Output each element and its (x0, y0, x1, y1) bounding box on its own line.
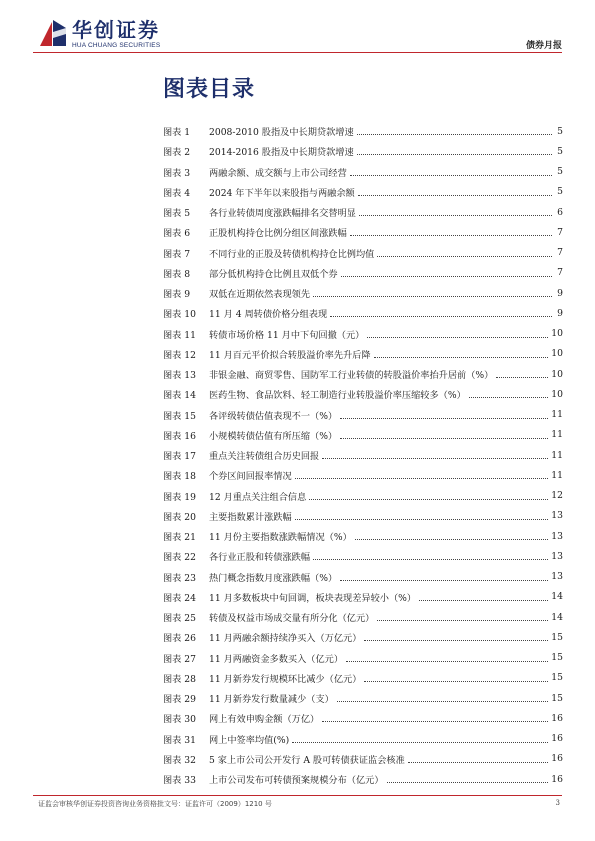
toc-entry[interactable] (163, 283, 563, 303)
logo-mark-icon (38, 18, 68, 48)
toc-entry-page: 5 (557, 186, 563, 198)
toc-entry-page: 14 (551, 611, 563, 623)
toc-entry-title: 重点关注转债组合历史回报 (209, 451, 320, 463)
toc-entry-page: 16 (551, 753, 563, 765)
toc-leader-dots (350, 228, 552, 236)
toc-entry-title: 11 月两融资金多数买入（亿元） (209, 653, 344, 665)
toc-entry-page: 6 (557, 206, 563, 218)
toc-entry[interactable] (163, 607, 563, 627)
toc-entry[interactable] (163, 708, 563, 728)
toc-entry[interactable] (163, 324, 563, 344)
toc-entry-title: 主要指数累计涨跌幅 (209, 511, 292, 523)
toc-entry-title: 小规模转债估值有所压缩（%） (209, 430, 338, 442)
toc-entry-page: 10 (551, 328, 563, 340)
toc-leader-dots (295, 471, 549, 479)
toc-leader-dots (350, 168, 552, 176)
page-title: 图表目录 (163, 77, 256, 102)
toc-entry[interactable] (163, 121, 563, 141)
toc-entry-label: 图表 13 (163, 370, 196, 382)
toc-entry-page: 13 (551, 510, 563, 522)
toc-entry-title: 个券区间回报率情况 (209, 471, 292, 483)
toc-entry[interactable] (163, 587, 563, 607)
toc-leader-dots (358, 188, 552, 196)
toc-leader-dots (322, 451, 548, 459)
toc-entry-title: 热门概念指数月度涨跌幅（%） (209, 572, 338, 584)
toc-leader-dots (346, 654, 548, 662)
toc-leader-dots (292, 735, 548, 743)
toc-leader-dots (309, 492, 548, 500)
toc-leader-dots (377, 613, 548, 621)
toc-entry[interactable] (163, 546, 563, 566)
toc-leader-dots (313, 289, 552, 297)
toc-entry-label: 图表 16 (163, 430, 196, 442)
toc-entry-title: 医药生物、食品饮料、轻工制造行业转股溢价率压缩较多（%） (209, 390, 466, 402)
toc-entry-page: 15 (551, 692, 563, 704)
toc-entry-title: 非银金融、商贸零售、国防军工行业转债的转股溢价率抬升居前（%） (209, 370, 494, 382)
toc-entry[interactable] (163, 384, 563, 404)
toc-entry-label: 图表 19 (163, 491, 196, 503)
toc-entry-title: 两融余额、成交额与上市公司经营 (209, 167, 347, 179)
toc-leader-dots (330, 309, 552, 317)
toc-leader-dots (355, 532, 549, 540)
header-divider (33, 52, 562, 53)
toc-entry-page: 5 (557, 166, 563, 178)
toc-leader-dots (340, 411, 548, 419)
toc-entry-page: 13 (551, 550, 563, 562)
toc-entry-label: 图表 29 (163, 694, 196, 706)
toc-entry[interactable] (163, 141, 563, 161)
toc-entry-label: 图表 18 (163, 471, 196, 483)
toc-entry-title: 11 月百元平价拟合转股溢价率先升后降 (209, 349, 371, 361)
toc-entry-title: 2024 年下半年以来股指与两融余额 (209, 187, 355, 199)
toc-entry-title: 正股机构持仓比例分组区间涨跌幅 (209, 228, 347, 240)
table-of-figures (163, 121, 563, 789)
toc-entry[interactable] (163, 688, 563, 708)
toc-entry-page: 9 (557, 287, 563, 299)
toc-leader-dots (469, 390, 549, 398)
toc-entry[interactable] (163, 506, 563, 526)
toc-entry-label: 图表 31 (163, 734, 196, 746)
toc-entry-label: 图表 3 (163, 167, 191, 179)
toc-entry-label: 图表 15 (163, 410, 196, 422)
toc-entry-label: 图表 25 (163, 613, 196, 625)
toc-entry-page: 11 (551, 429, 563, 441)
toc-entry-label: 图表 33 (163, 775, 196, 787)
toc-entry-page: 16 (551, 733, 563, 745)
toc-entry-page: 16 (551, 712, 563, 724)
toc-entry-label: 图表 2 (163, 147, 191, 159)
toc-entry-label: 图表 6 (163, 228, 191, 240)
toc-entry[interactable] (163, 182, 563, 202)
toc-entry-title: 不同行业的正股及转债机构持仓比例均值 (209, 248, 375, 260)
toc-entry-page: 5 (557, 145, 563, 157)
toc-entry-label: 图表 7 (163, 248, 191, 260)
toc-entry-label: 图表 24 (163, 592, 196, 604)
toc-entry-label: 图表 28 (163, 673, 196, 685)
toc-leader-dots (313, 552, 548, 560)
toc-entry-page: 11 (551, 449, 563, 461)
toc-entry-page: 15 (551, 652, 563, 664)
toc-entry-title: 各行业正股和转债涨跌幅 (209, 552, 311, 564)
toc-entry-title: 11 月多数板块中旬回调，板块表现差异较小（%） (209, 592, 417, 604)
toc-entry-page: 11 (551, 469, 563, 481)
toc-entry-title: 各评级转债估值表现不一（%） (209, 410, 338, 422)
toc-entry[interactable] (163, 445, 563, 465)
toc-entry-title: 2008-2010 股指及中长期贷款增速 (209, 127, 354, 139)
toc-entry-page: 16 (551, 773, 563, 785)
toc-entry-page: 5 (557, 125, 563, 137)
toc-leader-dots (377, 249, 552, 257)
toc-entry-title: 网上中签率均值(%) (209, 734, 290, 746)
toc-entry-title: 11 月两融余额持续净买入（万亿元） (209, 633, 362, 645)
toc-entry[interactable] (163, 425, 563, 445)
toc-leader-dots (408, 755, 548, 763)
toc-entry-page: 7 (557, 247, 563, 259)
report-type: 债券月报 (525, 41, 562, 51)
toc-leader-dots (496, 370, 548, 378)
toc-entry-label: 图表 17 (163, 451, 196, 463)
toc-leader-dots (337, 694, 548, 702)
toc-entry[interactable] (163, 769, 563, 789)
toc-entry-page: 7 (557, 267, 563, 279)
toc-entry[interactable] (163, 648, 563, 668)
toc-entry[interactable] (163, 749, 563, 769)
toc-entry[interactable] (163, 364, 563, 384)
toc-entry-label: 图表 5 (163, 208, 191, 220)
toc-leader-dots (359, 208, 552, 216)
toc-leader-dots (322, 714, 548, 722)
logo-english-name: HUA CHUANG SECURITIES (72, 42, 161, 49)
toc-entry-title: 11 月新券发行数量减少（支） (209, 694, 334, 706)
toc-leader-dots (364, 633, 548, 641)
toc-entry[interactable] (163, 486, 563, 506)
toc-leader-dots (340, 431, 548, 439)
toc-entry-label: 图表 21 (163, 532, 196, 544)
toc-entry-title: 11 月份主要指数涨跌幅情况（%） (209, 532, 352, 544)
toc-entry-title: 11 月新券发行规模环比减少（亿元） (209, 673, 362, 685)
toc-leader-dots (357, 127, 552, 135)
toc-entry-label: 图表 23 (163, 572, 196, 584)
toc-entry-page: 15 (551, 631, 563, 643)
toc-entry-page: 9 (557, 307, 563, 319)
page-number: 3 (555, 799, 560, 807)
toc-entry[interactable] (163, 526, 563, 546)
toc-entry-label: 图表 32 (163, 754, 196, 766)
company-logo (38, 18, 188, 50)
toc-entry-title: 网上有效申购金额（万亿） (209, 714, 320, 726)
toc-entry-title: 上市公司发布可转债预案规模分布（亿元） (209, 775, 384, 787)
toc-entry-title: 双低在近期依然表现领先 (209, 289, 311, 301)
toc-entry-page: 14 (551, 591, 563, 603)
toc-entry-title: 5 家上市公司公开发行 A 股可转债获证监会核准 (209, 754, 405, 766)
toc-entry-title: 2014-2016 股指及中长期贷款增速 (209, 147, 354, 159)
toc-entry-page: 10 (551, 388, 563, 400)
toc-entry[interactable] (163, 162, 563, 182)
toc-leader-dots (387, 775, 549, 783)
toc-entry[interactable] (163, 263, 563, 283)
toc-entry-label: 图表 20 (163, 511, 196, 523)
toc-entry-page: 13 (551, 530, 563, 542)
toc-entry-label: 图表 12 (163, 349, 196, 361)
toc-entry-label: 图表 1 (163, 127, 191, 139)
toc-entry-title: 各行业转债周度涨跌幅排名交替明显 (209, 208, 356, 220)
toc-entry[interactable] (163, 405, 563, 425)
toc-leader-dots (295, 512, 549, 520)
toc-entry[interactable] (163, 344, 563, 364)
toc-entry[interactable] (163, 668, 563, 688)
toc-entry-title: 转债及权益市场成交量有所分化（亿元） (209, 613, 375, 625)
toc-entry-label: 图表 8 (163, 268, 191, 280)
toc-entry[interactable] (163, 465, 563, 485)
logo-chinese-name: 华创证券 (72, 18, 160, 42)
toc-entry-page: 15 (551, 672, 563, 684)
toc-leader-dots (364, 674, 548, 682)
toc-entry[interactable] (163, 222, 563, 242)
toc-entry-label: 图表 30 (163, 714, 196, 726)
toc-entry-page: 10 (551, 368, 563, 380)
toc-leader-dots (340, 573, 548, 581)
toc-entry-page: 7 (557, 226, 563, 238)
toc-entry-title: 转债市场价格 11 月中下旬回撤（元） (209, 329, 365, 341)
toc-entry-label: 图表 4 (163, 187, 191, 199)
toc-leader-dots (419, 593, 548, 601)
toc-leader-dots (374, 350, 549, 358)
toc-entry-title: 部分低机构持仓比例且双低个券 (209, 268, 338, 280)
toc-entry-label: 图表 26 (163, 633, 196, 645)
toc-entry-label: 图表 27 (163, 653, 196, 665)
toc-entry-label: 图表 14 (163, 390, 196, 402)
toc-entry[interactable] (163, 729, 563, 749)
toc-entry-title: 12 月重点关注组合信息 (209, 491, 307, 503)
footer-divider (33, 795, 562, 796)
toc-entry-page: 10 (551, 348, 563, 360)
page-header (0, 0, 595, 60)
toc-entry-page: 13 (551, 571, 563, 583)
toc-entry[interactable] (163, 303, 563, 323)
toc-entry-title: 11 月 4 周转债价格分组表现 (209, 309, 328, 321)
footer-disclaimer: 证监会审核华创证券投资咨询业务资格批文号：证监许可（2009）1210 号 (38, 800, 272, 808)
toc-entry[interactable] (163, 202, 563, 222)
toc-leader-dots (357, 147, 552, 155)
toc-leader-dots (367, 330, 548, 338)
toc-entry-page: 12 (551, 490, 563, 502)
toc-entry-label: 图表 10 (163, 309, 196, 321)
toc-entry-label: 图表 22 (163, 552, 196, 564)
toc-entry[interactable] (163, 243, 563, 263)
toc-entry-label: 图表 9 (163, 289, 191, 301)
toc-leader-dots (341, 269, 552, 277)
toc-entry-label: 图表 11 (163, 329, 196, 341)
toc-entry[interactable] (163, 567, 563, 587)
toc-entry[interactable] (163, 627, 563, 647)
toc-entry-page: 11 (551, 409, 563, 421)
